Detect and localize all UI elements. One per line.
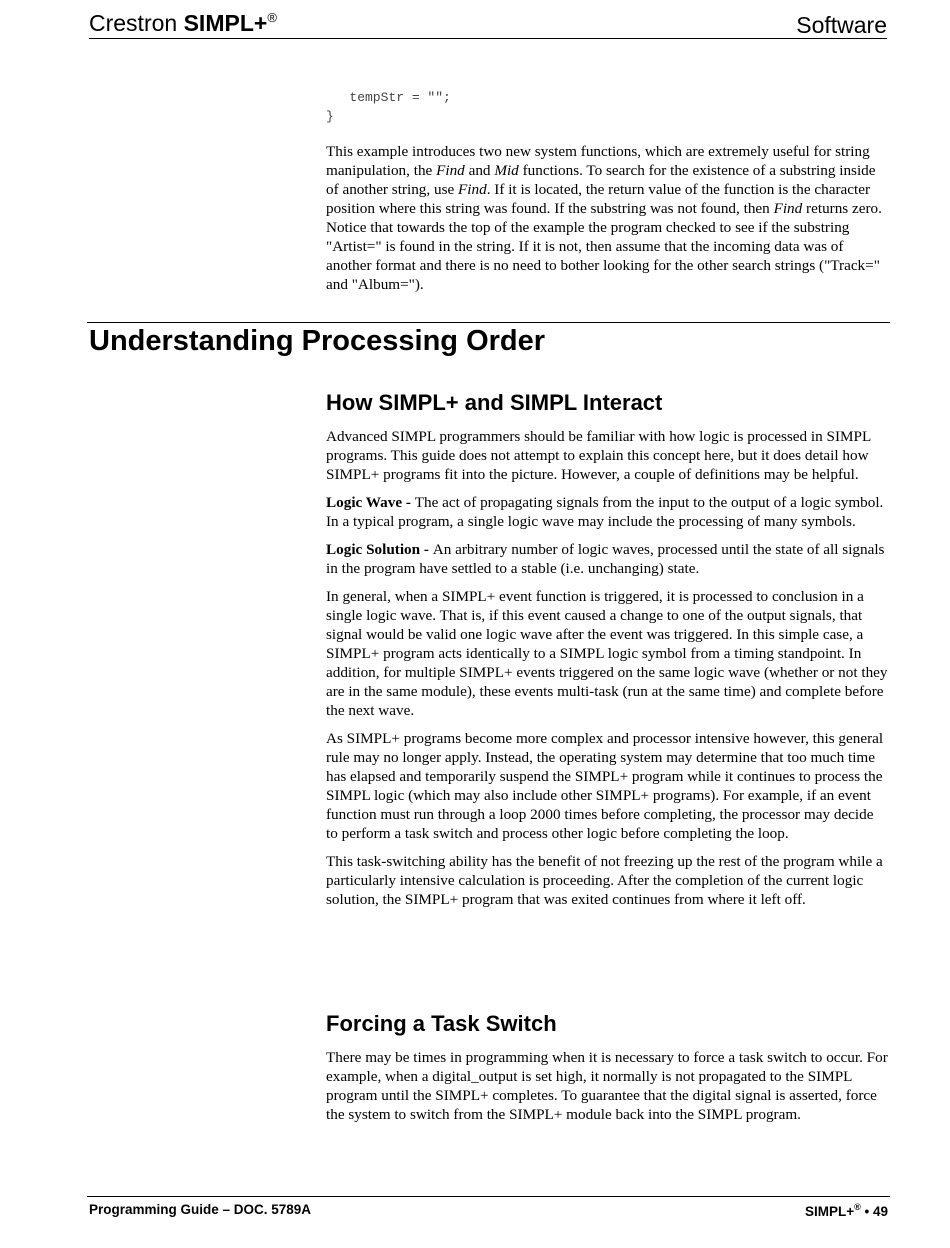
term-logic-wave: Logic Wave - [326, 494, 415, 511]
section-divider [87, 322, 890, 323]
page-number: • 49 [860, 1204, 888, 1219]
page-header [89, 8, 887, 39]
intro-block [326, 142, 888, 303]
definition-logic-solution: Logic Solution - An arbitrary number of logic waves, processed until the state of all signals in the program have settled to a stable (i.e. unchanging) state. [326, 541, 885, 577]
subsection-body-interact [326, 427, 888, 918]
code-line: tempStr = ""; [326, 90, 451, 105]
function-name-find: Find [773, 200, 803, 217]
header-registered-mark: ® [267, 10, 277, 25]
intro-paragraph: This example introduces two new system functions, which are extremely useful for string manipulation, the Find and Mid functions. To search for the existence of a substring inside of another string, use Find. If it is located, the return value of the function is the character position where this string was found. If the substring was not found, then Find returns zero. Notice that towards the top of the example the program checked to see if the substring "Artist=" is found in the string. If it is not, then assume that the incoming data was of another format and there is no need to bother looking for the other search strings ("Track=" and "Album="). [326, 143, 882, 293]
code-snippet [326, 88, 451, 126]
footer-doc-title: Programming Guide – DOC. 5789A [89, 1202, 312, 1217]
subsection-title-interact: How SIMPL+ and SIMPL Interact [326, 390, 663, 415]
paragraph: In general, when a SIMPL+ event function is triggered, it is processed to conclusion in a single logic wave. That is, if this event caused a change to one of the output signals, that signal would be valid one logic wave after the event was triggered. In this simple case, a SIMPL+ program acts identically to a SIMPL logic symbol from a timing standpoint. In addition, for multiple SIMPL+ events triggered on the same logic wave (whether or not they are in the same module), these events multi-task (run at the same time) and complete before the next wave. [326, 588, 888, 719]
subsection-body-task-switch [326, 1048, 888, 1133]
paragraph: Advanced SIMPL programmers should be familiar with how logic is processed in SIMPL programs. This guide does not attempt to explain this concept here, but it does detail how SIMPL+ programs fit into the picture. However, a couple of definitions may be helpful. [326, 428, 871, 483]
term-logic-solution: Logic Solution - [326, 541, 433, 558]
definition-logic-wave: Logic Wave - The act of propagating signals from the input to the output of a logic symbol. In a typical program, a single logic wave may include the processing of many symbols. [326, 494, 884, 530]
footer-page-info [805, 1202, 888, 1219]
header-product: SIMPL+ [183, 10, 268, 36]
header-section: Software [796, 12, 887, 38]
header-title [89, 10, 277, 37]
paragraph: As SIMPL+ programs become more complex and processor intensive however, this general rule may no longer apply. Instead, the operating system may determine that too much time has elapsed and temporarily suspend the SIMPL+ program while it continues to process the SIMPL logic (which may also include other SIMPL+ programs). For example, if an event function must run through a loop 2000 times before completing, the processor may decide to perform a task switch and process other logic before completing the loop. [326, 730, 884, 842]
paragraph: This task-switching ability has the benefit of not freezing up the rest of the program while a particularly intensive calculation is proceeding. After the completion of the current logic solution, the SIMPL+ program that was exited continues from where it left off. [326, 853, 883, 908]
header-brand: Crestron [89, 10, 184, 36]
function-name-mid: Mid [494, 162, 519, 179]
page-footer [87, 1196, 890, 1221]
footer-registered-mark: ® [854, 1202, 861, 1212]
function-name-find: Find [436, 162, 465, 179]
footer-product: SIMPL+ [804, 1204, 855, 1219]
subsection-title-task-switch: Forcing a Task Switch [326, 1011, 557, 1036]
function-name-find: Find [458, 181, 487, 198]
section-title: Understanding Processing Order [89, 325, 546, 357]
code-line: } [326, 109, 334, 124]
paragraph: There may be times in programming when it is necessary to force a task switch to occur. For example, when a digital_output is set high, it normally is not propagated to the SIMPL program until the SIMPL+ completes. To guarantee that the digital signal is asserted, force the system to switch from the SIMPL+ module back into the SIMPL program. [326, 1049, 888, 1123]
